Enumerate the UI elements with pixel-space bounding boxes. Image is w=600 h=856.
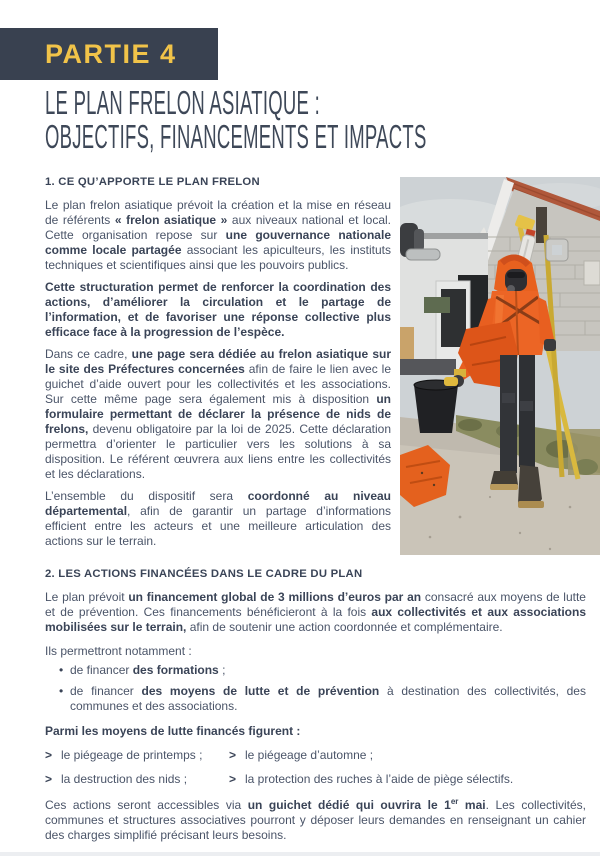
- section-2-intro: Le plan prévoit un financement global de 3 millions d’euros par an consacré aux moyens de lutte et de prévention. Ces financements bénéficieront à la fois aux collectivités et aux associations mobilisées sur le terrain, afin de soutenir une action coordonnée et complémentaire.: [45, 590, 586, 634]
- bullet-item: [45, 663, 586, 678]
- chevron-text: le piégeage d’automne ;: [245, 748, 374, 762]
- chevron-item: [45, 772, 229, 787]
- chevron-text: le piégeage de printemps ;: [61, 748, 203, 762]
- chevron-item: [229, 748, 586, 763]
- page-title-line2: OBJECTIFS, FINANCEMENTS ET IMPACTS: [45, 118, 427, 155]
- section-1-heading: 1. CE QU’APPORTE LE PLAN FRELON: [45, 176, 260, 188]
- chevron-icon: >: [45, 748, 53, 762]
- section-1-paragraph: Dans ce cadre, une page sera dédiée au frelon asiatique sur le site des Préfectures concernées afin de faire le lien avec le guichet d’aide ouvert pour les collectivités et les associations. Sur cette même page sera également mis à disposition un formulaire permettant de déclarer la présence de nids de frelons, devenu obligatoire par la loi de 2025. Cette déclaration permettra d’orienter le particulier vers les solutions à sa disposition. Le référent œuvrera aux liens entre les collectivités et les déclarations.: [45, 347, 391, 481]
- chevron-text: la protection des ruches à l’aide de piège sélectifs.: [245, 772, 514, 786]
- photo-hedge: [424, 297, 450, 313]
- page-bottom-edge: [0, 852, 600, 856]
- chevron-text: la destruction des nids ;: [61, 772, 188, 786]
- section-2-heading: 2. LES ACTIONS FINANCÉES DANS LE CADRE DU PLAN: [45, 568, 363, 580]
- finance-heading: Parmi les moyens de lutte financés figurent :: [45, 724, 301, 738]
- technician-photo-svg: [400, 177, 600, 555]
- section-2-closing: Ces actions seront accessibles via un guichet dédié qui ouvrira le 1er mai. Les collectivités, communes et structures associatives pourront y déposer leurs demandes en renseignant un cahier des charges simplifié précisant leurs besoins.: [45, 797, 587, 842]
- photo-tool-bracket: [546, 239, 568, 261]
- chevron-icon: >: [229, 772, 237, 786]
- bullet-item: [45, 684, 586, 714]
- section-1-paragraph: Le plan frelon asiatique prévoit la création et la mise en réseau de référents « frelon asiatique » aux niveaux national et local. Cette organisation repose sur une gouvernance nationale comme locale partagée associant les apiculteurs, les instituts techniques et scientifiques ainsi que les pouvoirs publics.: [45, 198, 392, 272]
- section-1-paragraph: Cette structuration permet de renforcer la coordination des actions, d’améliorer la circulation et le partage de l’information, et de favoriser une réponse collective plus efficace face à la progression de l’espèce.: [45, 280, 391, 339]
- bullet-list: [45, 663, 586, 714]
- chevron-icon: >: [229, 748, 237, 762]
- technician-photo: [400, 177, 600, 555]
- chevron-icon: >: [45, 772, 53, 786]
- part-banner-label: PARTIE 4: [45, 38, 177, 69]
- bullet-text: de financer des moyens de lutte et de prévention à destination des collectivités, des communes et des associations.: [70, 684, 586, 713]
- section-1-paragraph: L’ensemble du dispositif sera coordonné au niveau départemental, afin de garantir un partage d’informations efficient entre les acteurs et une meilleure articulation des actions sur le terrain.: [45, 489, 391, 548]
- section-1: [45, 176, 391, 556]
- chevron-item: [45, 748, 229, 763]
- section-2: [45, 568, 586, 852]
- bullet-text: de financer des formations ;: [70, 663, 226, 677]
- bullet-icon: •: [59, 663, 64, 677]
- page-title: [45, 86, 600, 154]
- bullet-icon: •: [59, 684, 64, 698]
- chevron-list: [45, 748, 586, 787]
- chevron-item: [229, 772, 586, 787]
- part-banner: [0, 28, 218, 80]
- list-intro: Ils permettront notamment :: [45, 644, 192, 658]
- page-title-line1: LE PLAN FRELON ASIATIQUE :: [45, 84, 320, 121]
- photo-bucket: [414, 377, 458, 433]
